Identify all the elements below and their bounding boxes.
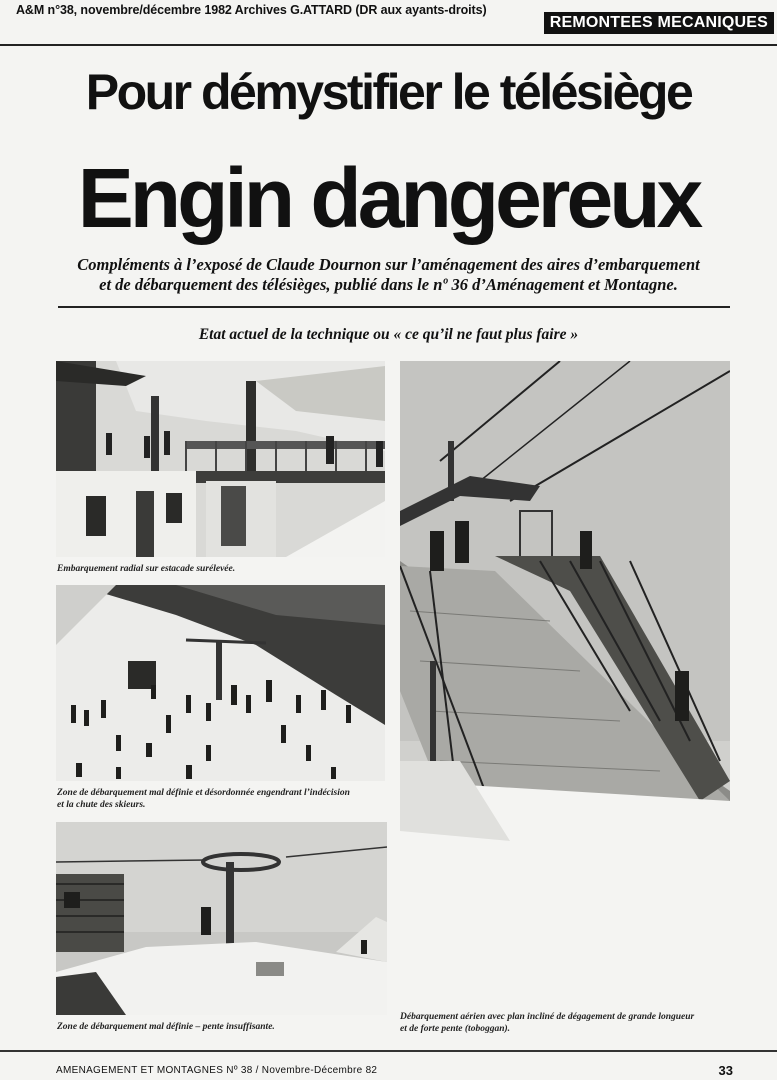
photo-zone-debarquement-image (56, 585, 385, 781)
photo-zone-debarquement (56, 585, 385, 781)
caption-photo-2-line-1: Zone de débarquement mal définie et désordonnée engendrant l’indécision (57, 788, 350, 798)
caption-photo-2-line-2: et la chute des skieurs. (57, 800, 146, 810)
subtitle-line-1: Compléments à l’exposé de Claude Dournon sur l’aménagement des aires d’embarquement (77, 255, 700, 274)
top-banner (0, 0, 777, 46)
photo-pente-insuffisante (56, 822, 387, 1015)
caption-photo-3: Zone de débarquement mal définie – pente insuffisante. (57, 1022, 275, 1032)
photo-pente-insuffisante-image (56, 822, 387, 1015)
section-rubric: REMONTEES MECANIQUES (544, 12, 774, 34)
photo-embarquement (56, 361, 385, 557)
subtitle-line-2: et de débarquement des télésièges, publié dans le nº 36 d’Aménagement et Montagne. (99, 275, 678, 294)
source-line: A&M n°38, novembre/décembre 1982 Archives G.ATTARD (DR aux ayants-droits) (16, 3, 487, 17)
photo-toboggan (400, 361, 730, 1005)
caption-photo-2 (57, 787, 350, 811)
photo-embarquement-image (56, 361, 385, 557)
caption-photo-4-line-2: et de forte pente (toboggan). (400, 1024, 511, 1034)
article-subtitle (40, 255, 737, 295)
footer-divider (0, 1050, 777, 1052)
section-title: Etat actuel de la technique ou « ce qu’il ne faut plus faire » (198, 326, 579, 343)
headline-main: Engin dangereux (77, 151, 700, 245)
caption-photo-1: Embarquement radial sur estacade surélevée. (57, 564, 236, 574)
caption-photo-4-line-1: Débarquement aérien avec plan incliné de dégagement de grande longueur (400, 1012, 695, 1022)
photo-toboggan-image (400, 361, 730, 1005)
divider (58, 306, 730, 308)
caption-photo-4 (400, 1011, 694, 1035)
footer-publication: AMENAGEMENT ET MONTAGNES Nº 38 / Novembre-Décembre 82 (56, 1065, 378, 1076)
headline: Pour démystifier le télésiège (85, 64, 692, 120)
page-number: 33 (718, 1063, 733, 1078)
